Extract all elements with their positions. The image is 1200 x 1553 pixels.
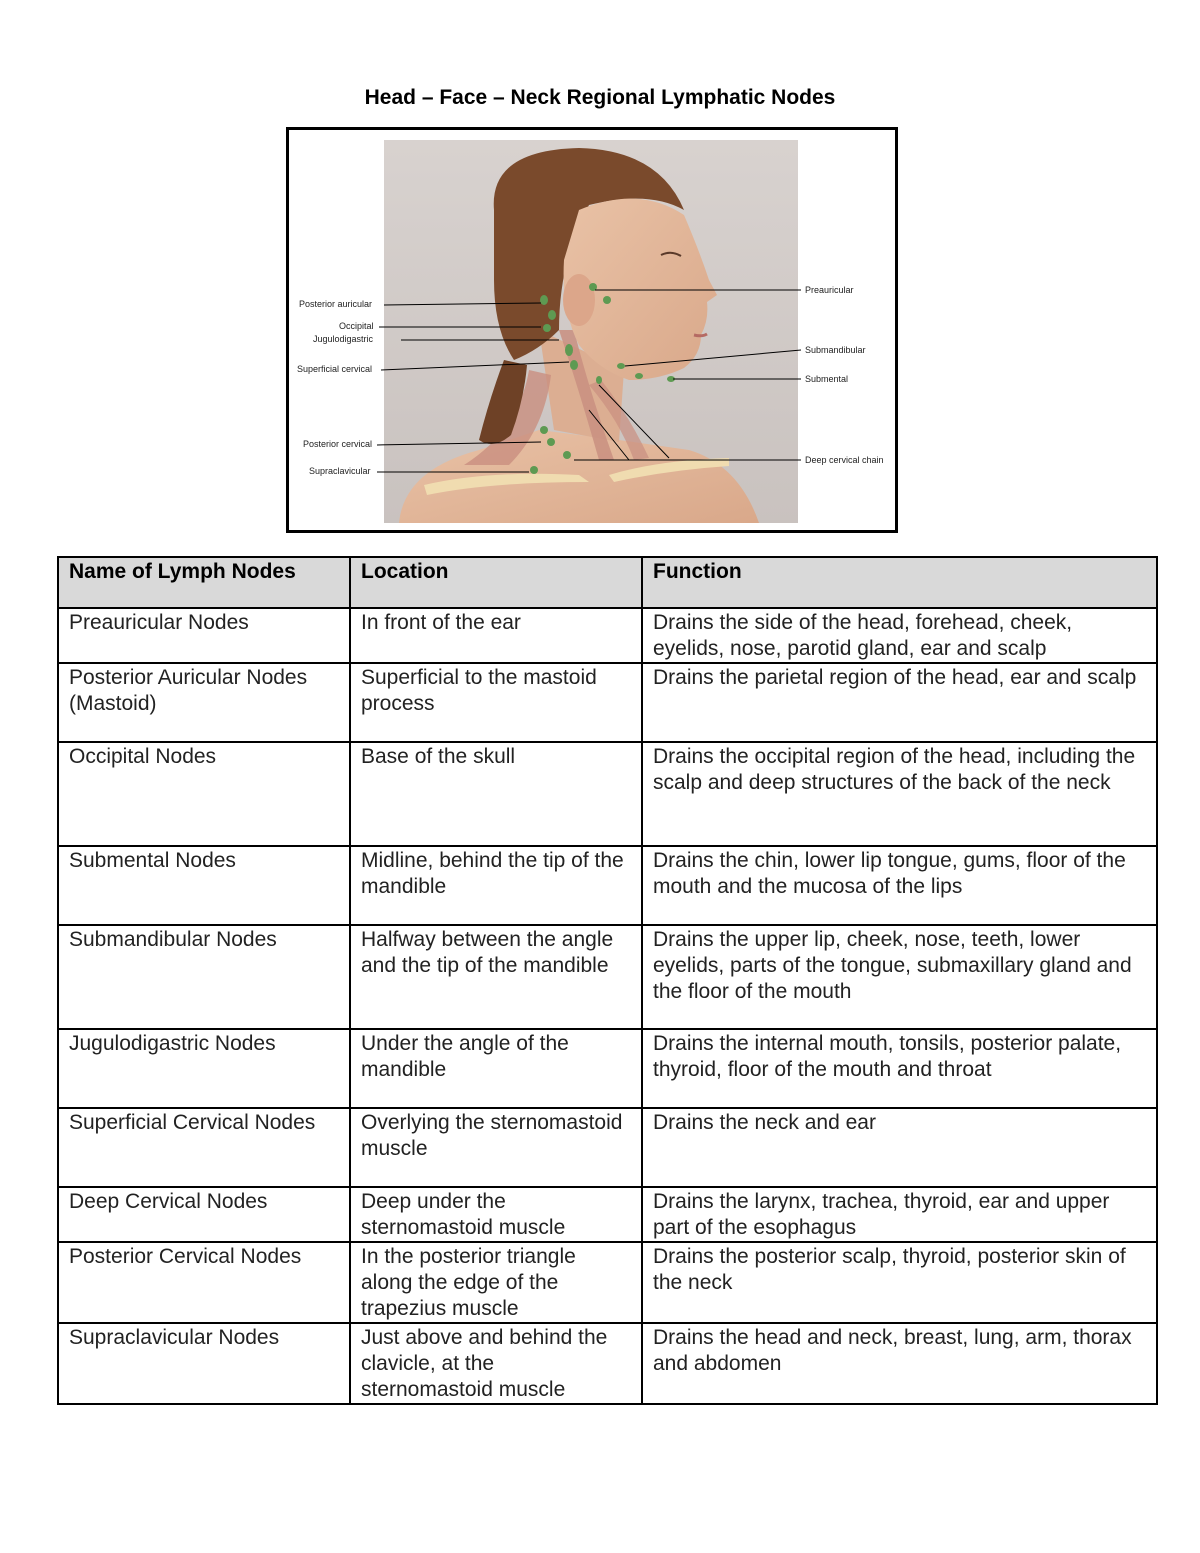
cell-location: Midline, behind the tip of the mandible [350,846,642,925]
cell-function: Drains the internal mouth, tonsils, posterior palate, thyroid, floor of the mouth and throat [642,1029,1157,1108]
label-deep-cervical-chain: Deep cervical chain [805,455,884,465]
table-row [58,1108,1157,1187]
table-header-row [58,557,1157,608]
label-supraclavicular: Supraclavicular [309,466,371,476]
table-row [58,1187,1157,1242]
table-row [58,846,1157,925]
cell-name: Posterior Cervical Nodes [58,1242,350,1323]
cell-function: Drains the posterior scalp, thyroid, posterior skin of the neck [642,1242,1157,1323]
cell-location: Base of the skull [350,742,642,846]
cell-location: Just above and behind the clavicle, at the sternomastoid muscle [350,1323,642,1404]
cell-name: Superficial Cervical Nodes [58,1108,350,1187]
cell-name: Posterior Auricular Nodes (Mastoid) [58,663,350,742]
cell-function: Drains the chin, lower lip tongue, gums, floor of the mouth and the mucosa of the lips [642,846,1157,925]
label-submental: Submental [805,374,849,384]
head-neck-illustration [289,130,895,530]
label-superficial-cervical: Superficial cervical [297,364,373,374]
label-submandibular: Submandibular [805,345,866,355]
cell-name: Submandibular Nodes [58,925,350,1029]
cell-name: Occipital Nodes [58,742,350,846]
header-name: Name of Lymph Nodes [58,557,350,608]
page-title: Head – Face – Neck Regional Lymphatic Nodes [364,86,836,109]
label-jugulodigastric: Jugulodigastric [313,334,374,344]
cell-function: Drains the occipital region of the head, including the scalp and deep structures of the back of the neck [642,742,1157,846]
cell-name: Submental Nodes [58,846,350,925]
cell-function: Drains the side of the head, forehead, cheek, eyelids, nose, parotid gland, ear and scalp [642,608,1157,663]
cell-location: Superficial to the mastoid process [350,663,642,742]
label-posterior-auricular: Posterior auricular [299,299,373,309]
cell-function: Drains the upper lip, cheek, nose, teeth, lower eyelids, parts of the tongue, submaxillary gland and the floor of the mouth [642,925,1157,1029]
cell-location: Deep under the sternomastoid muscle [350,1187,642,1242]
header-function: Function [642,557,1157,608]
cell-name: Preauricular Nodes [58,608,350,663]
header-location: Location [350,557,642,608]
table-row [58,1242,1157,1323]
table-row [58,1323,1157,1404]
table-row [58,925,1157,1029]
lymph-node-table [57,556,1158,1405]
cell-function: Drains the head and neck, breast, lung, arm, thorax and abdomen [642,1323,1157,1404]
cell-name: Deep Cervical Nodes [58,1187,350,1242]
label-occipital: Occipital [339,321,374,331]
label-preauricular: Preauricular [805,285,854,295]
ear [563,274,595,326]
cell-location: Overlying the sternomastoid muscle [350,1108,642,1187]
cell-location: In the posterior triangle along the edge of the trapezius muscle [350,1242,642,1323]
lymph-node-figure [286,127,898,533]
cell-function: Drains the larynx, trachea, thyroid, ear and upper part of the esophagus [642,1187,1157,1242]
label-posterior-cervical: Posterior cervical [303,439,373,449]
cell-location: Halfway between the angle and the tip of the mandible [350,925,642,1029]
cell-location: In front of the ear [350,608,642,663]
table-row [58,1029,1157,1108]
table-row [58,608,1157,663]
cell-function: Drains the neck and ear [642,1108,1157,1187]
cell-function: Drains the parietal region of the head, ear and scalp [642,663,1157,742]
cell-name: Jugulodigastric Nodes [58,1029,350,1108]
cell-location: Under the angle of the mandible [350,1029,642,1108]
table-row [58,663,1157,742]
cell-name: Supraclavicular Nodes [58,1323,350,1404]
table-row [58,742,1157,846]
